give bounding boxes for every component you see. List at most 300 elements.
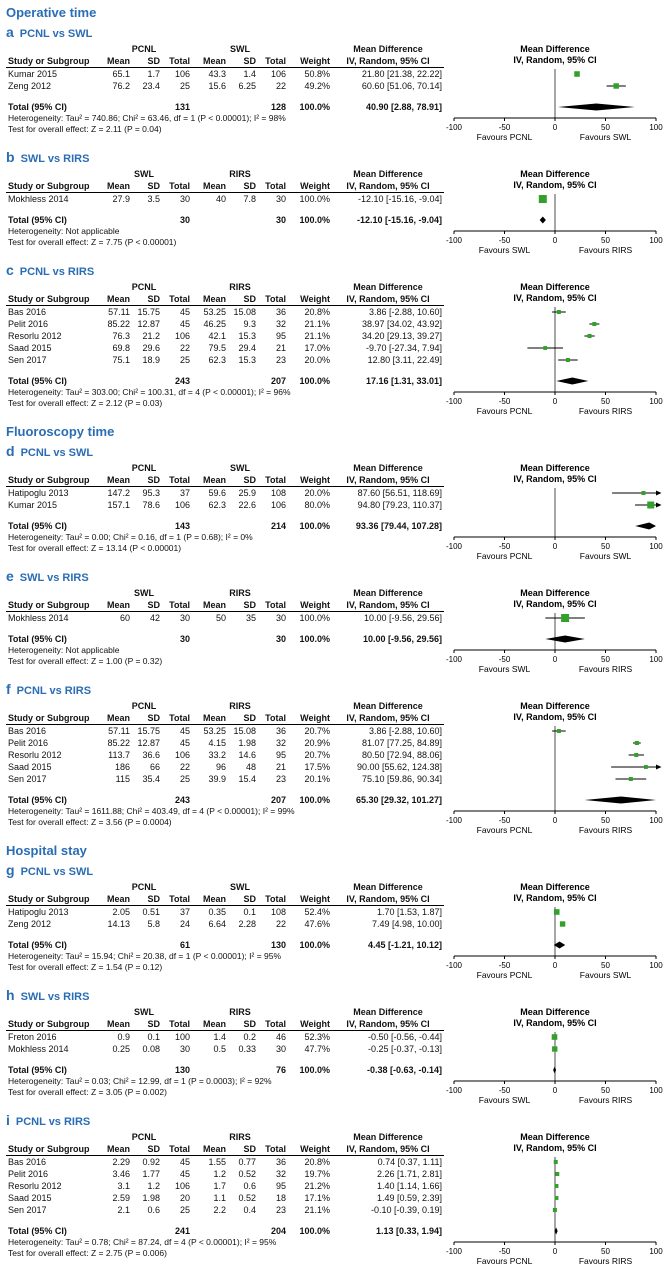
study-row [6,906,444,919]
total-weight: 100.0% [299,102,330,112]
group2-header: RIRS [229,282,251,292]
total-row [6,375,444,387]
study-ci: 0.74 [0.37, 1.11] [377,1157,443,1167]
forest-table [6,1006,444,1098]
sd-column-header: SD [228,1143,258,1156]
ci-column-header: IV, Random, 95% CI [332,180,444,193]
forest-table [6,881,444,973]
axis-tick-label: 50 [601,961,610,970]
study-sd1: 0.6 [147,1205,160,1215]
study-n1: 37 [179,907,190,917]
mean-column-header: Mean [192,599,228,612]
study-marker [555,1172,559,1176]
axis-tick-label: -100 [446,655,463,664]
study-column-header: Study or Subgroup [6,55,96,68]
study-n2: 36 [276,307,287,317]
study-sd1: 0.51 [142,907,160,917]
study-m1: 3.46 [112,1169,130,1179]
study-marker [552,729,566,733]
section-title: Operative time [6,5,97,20]
study-weight: 47.7% [304,1044,331,1054]
total-column-header: Total [258,1018,288,1031]
plot-header: Mean Difference [520,701,590,711]
axis-tick-label: -100 [446,1086,463,1095]
axis-tick-label: -50 [498,542,511,551]
favours-right-label: Favours SWL [579,132,632,142]
study-ci: 87.60 [56.51, 118.69] [357,488,442,498]
ci-arrow-right [656,491,662,496]
effect-square [552,1034,558,1040]
study-ci: -9.70 [-27.34, 7.94] [365,343,443,353]
weight-column-header: Weight [288,180,332,193]
study-n1: 25 [179,1205,190,1215]
study-row [6,354,444,366]
sd-column-header: SD [228,893,258,906]
study-m2: 62.3 [208,355,226,365]
study-marker [607,83,626,88]
x-axis [446,231,663,245]
axis-tick-label: 0 [552,961,558,970]
axis-tick-label: 100 [649,1086,663,1095]
sd-column-header: SD [132,893,162,906]
study-marker [553,1208,557,1212]
effect-square [557,310,561,314]
study-sd2: 25.9 [238,488,256,498]
axis-tick-label: -50 [498,236,511,245]
md-column-header: Mean Difference [353,44,423,54]
study-name: Freton 2016 [8,1032,57,1042]
study-n1: 24 [179,919,190,929]
study-n1: 30 [179,194,190,204]
weight-column-header: Weight [288,1018,332,1031]
forest-plot-svg [444,587,666,675]
panel-body [6,281,666,417]
study-sd1: 1.98 [142,1193,160,1203]
axis-tick-label: -50 [498,123,511,132]
favours-left-label: Favours SWL [478,1095,531,1105]
total-column-header: Total [258,599,288,612]
ci-column-header: IV, Random, 95% CI [332,55,444,68]
study-n2: 23 [276,1205,287,1215]
total-row [6,633,444,645]
total-row [6,101,444,113]
study-sd2: 0.4 [243,1205,256,1215]
study-weight: 20.0% [304,355,331,365]
axis-tick-label: 0 [552,655,558,664]
plot-subheader: IV, Random, 95% CI [513,599,597,609]
total-weight: 100.0% [299,634,331,644]
weight-column-header: Weight [288,1143,332,1156]
x-axis [446,392,663,406]
study-name: Hatipoglu 2013 [8,488,69,498]
panel-title [6,863,666,880]
sd-column-header: SD [228,712,258,725]
study-weight: 20.1% [304,774,331,784]
effect-square [543,346,547,350]
study-sd2: 1.98 [238,738,256,748]
study-m2: 40 [215,194,226,204]
group2-header: RIRS [229,1007,251,1017]
study-marker [574,71,580,77]
weight-column-header: Weight [288,712,332,725]
study-sd2: 0.2 [243,1032,256,1042]
group1-header: PCNL [131,463,157,473]
forest-panel [6,1113,666,1267]
overall-effect-note: Test for overall effect: Z = 1.00 (P = 0.32) [8,656,163,666]
favours-left-label: Favours PCNL [476,551,533,561]
study-marker [552,1046,557,1051]
group1-header: PCNL [131,701,157,711]
study-sd1: 78.6 [142,500,160,510]
ci-arrow-right [656,503,662,508]
panel-comparison-title: PCNL vs SWL [19,28,93,40]
axis-tick-label: -50 [498,1247,511,1256]
study-weight: 17.0% [304,343,331,353]
study-n2: 30 [276,1044,287,1054]
effect-square [552,1046,557,1051]
study-marker [584,334,594,338]
study-m2: 53.25 [203,726,226,736]
plot-header: Mean Difference [520,282,590,292]
total-column-header: Total [162,712,192,725]
study-weight: 47.6% [304,919,330,929]
sd-column-header: SD [132,55,162,68]
study-sd1: 95.3 [142,488,160,498]
study-weight: 49.2% [304,81,330,91]
total-weight: 100.0% [299,1065,331,1075]
plot-header: Mean Difference [520,1007,590,1017]
group2-header: SWL [230,463,250,473]
total-n1: 243 [174,376,190,386]
total-weight: 100.0% [299,521,330,531]
axis-tick-label: 50 [601,1247,610,1256]
study-ci: 1.49 [0.59, 2.39] [376,1193,443,1203]
overall-effect-note: Test for overall effect: Z = 7.75 (P < 0.00001) [8,237,177,247]
study-column-header: Study or Subgroup [6,712,96,725]
plot-header: Mean Difference [520,463,590,473]
study-ci: 21.80 [21.38, 22.22] [361,69,442,79]
study-m1: 115 [115,774,130,784]
total-column-header: Total [162,293,192,306]
total-label: Total (95% CI) [8,634,67,644]
mean-column-header: Mean [192,474,228,487]
effect-square [634,753,638,757]
total-n2: 204 [270,1226,287,1236]
total-n1: 243 [174,795,190,805]
study-sd1: 0.1 [147,1032,160,1042]
total-n2: 30 [276,634,287,644]
panel-body [6,881,666,981]
group2-header: SWL [230,882,250,892]
study-marker [552,1034,558,1040]
total-column-header: Total [162,180,192,193]
study-ci: 81.07 [77.25, 84.89] [361,738,443,748]
study-marker [554,909,560,915]
study-m1: 57.11 [108,307,130,317]
group1-header: SWL [134,169,154,179]
study-marker [554,1160,558,1164]
mean-column-header: Mean [192,55,228,68]
mean-column-header: Mean [192,1143,228,1156]
total-ci: 65.30 [29.32, 101.27] [355,795,443,805]
total-n2: 207 [270,795,287,805]
study-column-header: Study or Subgroup [6,1143,96,1156]
study-weight: 21.1% [304,331,331,341]
total-column-header: Total [162,1143,192,1156]
study-name: Sen 2017 [8,355,47,365]
study-sd2: 0.52 [238,1193,256,1203]
study-sd1: 18.9 [142,355,160,365]
study-ci: 2.26 [1.71, 2.81] [376,1169,443,1179]
study-column-header: Study or Subgroup [6,474,96,487]
study-sd1: 12.87 [137,319,160,329]
study-n1: 106 [174,331,190,341]
study-marker [589,322,599,326]
study-ci: 3.86 [-2.88, 10.60] [368,307,443,317]
summary-diamond [553,1067,556,1074]
plot-subheader: IV, Random, 95% CI [513,180,597,190]
study-column-header: Study or Subgroup [6,893,96,906]
panel-body [6,462,666,562]
heterogeneity-note: Heterogeneity: Tau² = 15.94; Chi² = 20.38, df = 1 (P < 0.00001); I² = 95% [8,951,282,961]
study-m2: 1.2 [213,1169,226,1179]
forest-table [6,700,444,828]
panel-comparison-title: SWL vs RIRS [20,991,90,1003]
summary-diamond [545,636,585,643]
study-m2: 59.6 [208,488,226,498]
study-m2: 46.25 [203,319,226,329]
overall-effect-note: Test for overall effect: Z = 2.12 (P = 0.03) [8,398,163,408]
summary-diamond [556,378,588,385]
study-m2: 1.4 [213,1032,226,1042]
plot-header: Mean Difference [520,588,590,598]
panel-body [6,700,666,836]
study-sd1: 23.4 [142,81,160,91]
study-m1: 186 [114,762,130,772]
study-m2: 1.7 [213,1181,226,1191]
study-sd1: 12.87 [137,738,160,748]
group1-header: SWL [134,588,154,598]
study-name: Sen 2017 [8,774,47,784]
total-column-header: Total [162,893,192,906]
study-row [6,1156,444,1169]
total-label: Total (95% CI) [8,102,67,112]
study-weight: 20.8% [304,1157,331,1167]
study-sd1: 29.6 [142,343,160,353]
effect-square [555,1172,559,1176]
study-n2: 106 [270,500,286,510]
group1-header: SWL [134,1007,154,1017]
study-marker [545,614,585,622]
effect-square [554,909,560,915]
study-marker [560,921,565,926]
total-n1: 30 [179,634,190,644]
study-row [6,330,444,342]
plot-header: Mean Difference [520,1132,590,1142]
study-m1: 76.2 [112,81,130,91]
study-name: Resorlu 2012 [8,1181,62,1191]
total-label: Total (95% CI) [8,1226,67,1236]
study-n1: 100 [174,1032,190,1042]
study-m2: 1.1 [213,1193,226,1203]
favours-right-label: Favours RIRS [578,245,633,255]
panel-letter: a [6,24,14,40]
plot-subheader: IV, Random, 95% CI [513,55,597,65]
study-n1: 22 [179,762,190,772]
total-column-header: Total [258,474,288,487]
study-sd2: 0.33 [238,1044,256,1054]
study-sd2: 15.3 [238,331,256,341]
group1-header: PCNL [131,1132,157,1142]
total-row [6,1225,444,1237]
study-weight: 21.1% [304,319,331,329]
total-ci: 40.90 [2.88, 78.91] [365,102,442,112]
study-ci: -0.50 [-0.56, -0.44] [367,1032,443,1042]
study-m1: 65.1 [112,69,130,79]
study-n2: 95 [276,1181,287,1191]
forest-panel [6,569,666,675]
study-n1: 30 [179,613,190,623]
total-n2: 76 [276,1065,287,1075]
study-weight: 80.0% [304,500,330,510]
summary-diamond [558,104,635,111]
study-ci: 34.20 [29.13, 39.27] [361,331,443,341]
study-n1: 106 [174,1181,190,1191]
study-weight: 17.1% [304,1193,331,1203]
study-row [6,499,444,511]
study-name: Mokhless 2014 [8,1044,69,1054]
x-axis [446,811,663,825]
panel-title [6,25,666,42]
section-title: Hospital stay [6,843,87,858]
study-weight: 20.0% [304,488,330,498]
panel-comparison-title: PCNL vs SWL [20,866,94,878]
sd-column-header: SD [228,474,258,487]
study-m2: 53.25 [203,307,226,317]
favours-left-label: Favours PCNL [476,406,533,416]
total-weight: 100.0% [299,1226,331,1236]
axis-tick-label: 0 [552,236,558,245]
forest-plot-svg [444,462,666,562]
study-row [6,1031,444,1044]
md-column-header: Mean Difference [353,463,423,473]
md-column-header: Mean Difference [353,1007,423,1017]
group1-header: PCNL [131,882,157,892]
study-m1: 113.7 [108,750,130,760]
study-m1: 27.9 [112,194,130,204]
panel-title [6,682,666,699]
study-row [6,1043,444,1055]
study-m2: 0.5 [213,1044,226,1054]
study-marker [527,346,563,350]
study-marker [554,1184,558,1188]
study-name: Hatipoglu 2013 [8,907,69,917]
study-sd2: 9.3 [243,319,256,329]
study-weight: 17.5% [304,762,331,772]
total-n1: 61 [179,940,190,950]
study-sd1: 3.5 [147,194,160,204]
study-n1: 45 [179,307,190,317]
study-name: Resorlu 2012 [8,750,62,760]
plot-subheader: IV, Random, 95% CI [513,1018,597,1028]
study-row [6,487,444,500]
study-name: Mokhless 2014 [8,613,69,623]
axis-tick-label: -100 [446,236,463,245]
study-marker [555,1196,559,1200]
ci-column-header: IV, Random, 95% CI [332,1018,444,1031]
total-row [6,939,444,951]
study-name: Saad 2015 [8,762,52,772]
total-ci: -0.38 [-0.63, -0.14] [366,1065,443,1075]
study-m1: 85.22 [107,319,130,329]
study-weight: 52.4% [304,907,330,917]
study-column-header: Study or Subgroup [6,1018,96,1031]
study-m1: 3.1 [117,1181,130,1191]
study-ci: 80.50 [72.94, 88.06] [361,750,443,760]
study-sd1: 0.08 [142,1044,160,1054]
total-weight: 100.0% [299,215,331,225]
mean-column-header: Mean [96,712,132,725]
mean-column-header: Mean [96,55,132,68]
total-weight: 100.0% [299,376,331,386]
study-m1: 0.9 [117,1032,130,1042]
study-sd1: 5.8 [147,919,160,929]
plot-header: Mean Difference [520,169,590,179]
forest-plot-svg [444,168,666,256]
mean-column-header: Mean [192,893,228,906]
forest-table [6,462,444,554]
sd-column-header: SD [132,474,162,487]
axis-tick-label: -100 [446,397,463,406]
x-axis [446,1242,663,1256]
axis-tick-label: 0 [552,542,558,551]
weight-column-header: Weight [288,474,332,487]
study-marker [611,765,661,770]
study-n2: 95 [276,750,287,760]
study-weight: 100.0% [299,613,331,623]
axis-tick-label: -100 [446,816,463,825]
total-label: Total (95% CI) [8,1065,67,1075]
panel-body [6,587,666,675]
total-column-header: Total [258,893,288,906]
sd-column-header: SD [228,1018,258,1031]
study-weight: 50.8% [304,69,330,79]
group2-header: RIRS [229,588,251,598]
forest-panel [6,25,666,143]
study-row [6,318,444,330]
axis-tick-label: -50 [498,397,511,406]
md-column-header: Mean Difference [353,588,423,598]
study-marker [633,741,641,745]
sd-column-header: SD [132,712,162,725]
panel-comparison-title: SWL vs RIRS [20,153,90,165]
study-m1: 2.29 [112,1157,130,1167]
study-sd1: 36.6 [142,750,160,760]
summary-diamond [554,942,565,949]
axis-tick-label: 50 [601,123,610,132]
axis-tick-label: 100 [649,542,663,551]
study-marker [552,310,566,314]
study-m2: 1.55 [208,1157,226,1167]
total-n2: 207 [270,376,287,386]
study-marker [635,502,661,509]
study-name: Saad 2015 [8,1193,52,1203]
total-column-header: Total [258,180,288,193]
study-m2: 33.2 [208,750,226,760]
study-n1: 20 [179,1193,190,1203]
x-axis [446,956,663,970]
total-column-header: Total [162,55,192,68]
